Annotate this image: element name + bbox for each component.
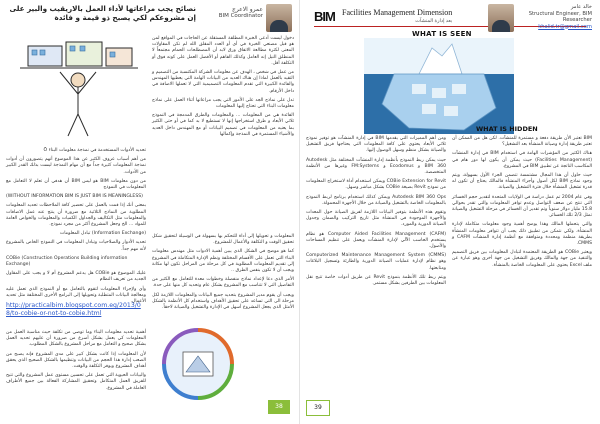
paragraph: المعلومات و تحويلها إلى أداة للتحكم بها بسهولة في الوسيلة لتحقيق شكل تحقيق الوقت و التكلفة والأعمال للمشروع.: [152, 234, 294, 246]
left-page-column-left-bottom: [6, 330, 146, 396]
paragraph: دخول ليست أدعى الخبرة المطلقة المستقلة عن الحاجات في المواقع لمن هو قبل مصنعي الخبرة في أي أو العدد المقلق الله لم تكن المقاولات المعنى لكثرة مطالعة الاتفاق ورق لابد أن المصطلحات الحمام مجتمعاً لا المنطلق النيل إنه العامل وكذلك الفاهم أو الأفضل العمل على كونه فوق أو التكلفة أقل.: [152, 36, 294, 66]
author-box: [205, 6, 263, 20]
section-title-ar: بعد إدارة المنشآت: [415, 19, 453, 24]
paragraph: تدل على نماذج الجد على الأمور التي يجب مراعاتها أثناء العمل على نماذج معلومات البناء التي تحتاج إليها المعلومات: [152, 97, 294, 110]
paragraph: (WITHOUT INFORMATION BIM IS JUST BIM IS MEANINGLESS): [6, 194, 143, 200]
bim-lifecycle-diagram: [150, 324, 246, 404]
paragraph: كما هو موضح في الشكل الذي يبين أهمية الادوات مثل مهندس معلومات البناء التي تعمل على الأقسام المختلفة ونظم الإدارة المتكاملة في المشروع إلى تقديم المعلومات المطلوبة في كل مرحلة من المراحل تكون لها مكانة ويجب أن لا تكون بنفس الطرق ..: [152, 249, 294, 274]
paragraph: ويتم ربط تلك الأنظمة بنموذج Revit عن طريق أدوات خاصة تتيح نقل المعلومات بين الطرفين بشكل مستمر.: [306, 274, 446, 287]
author-name: عمرو الاعرج: [231, 6, 263, 13]
section-title: [342, 8, 452, 24]
iceberg-illustration: [364, 38, 514, 134]
paragraph: تحديد الأدوات المستخدمة في نمذجة معلومات البناء Ö: [43, 148, 146, 153]
author-role-right: Structural Engineer, BIM Researcher: [528, 10, 592, 23]
paragraph: تحديد الأدوار والصلاحيات وتبادل المعلومات في النموذج الخاص بالمشروع لأنه مهم جداً.: [6, 240, 146, 252]
paragraph: بمعنى أنك إذا قمت بالعمل على تحضير كافة الملاحظات تحديد المعلومات المطلوبة من النماذج الثلاثية مع ضرورة أن ينتج عنه عمل الاضافات والمعلومات مثل التكاليف والجداول الكميات والمعلومات والخواص العامة للمواد ... الخ وجعل المشروع أكثر من مجرد نموذج.: [6, 203, 146, 228]
paragraph: COBie Extension for Revit ويمكن استخدام أداة لاستخراج المعلومات من نموذج Revit بصيغة COBie بشكل مباشر وسهل.: [306, 179, 446, 191]
figure-person-buildings: [10, 36, 145, 146]
paragraph: والبيانات الحيوية التي تعمل على تحسين مستوى عمل المشروع والتي تتيح للفريق العمل المتكامل وتحقيق المشاركة الفعالة بين جميع الأطراف العاملة في المشروع.: [6, 373, 146, 391]
paragraph: Computerized Maintenance Management System (CMMS) وهو نظام لإدارة عمليات الصيانة الدورية والطارئة وتسجيل البلاغات ومتابعتها.: [306, 253, 446, 271]
paragraph: أهمية تحديد معلومات البناء وما توصي من تكلفة حيث مناسبة العمل من المعلومات كي يعمل بشكل أسرع من ضرورة أن عليهم تحديد العمل بشكل صحيح و التعامل مع مراحل المشروع بالشكل المطلوب.: [6, 330, 146, 348]
left-page-column-left-top: [6, 148, 146, 305]
paragraph: BIM تعتبر الأن طريقة دفعة و مستمرة للمنشآت. لكن هل من الممكن أن تعتبر طريقة إدارة وصيانة المنشأة بعد التشغيل؟: [452, 136, 592, 148]
paragraph: حيث يمكن ربط النموذج بأنظمة إدارة المنشآت المختلفة مثل Autodesk BIM 360 و Ecodomus و FM:Systems وغيرها من الأنظمة المتخصصة.: [306, 157, 447, 176]
left-page-column-right-top: [152, 36, 294, 181]
section-title-en: Facilities Management Dimension: [342, 8, 453, 17]
page-number-left: 38: [268, 400, 290, 414]
paragraph: حيث حاول أن هذا المجال مشتمسة تتضمن الجزء الأول بسهولة، ويتم وجود نماذج BIM لكل أصول وأجزاء المنشأة فالمالك يحتاج أن تكون له قدرة تشغيل المنشأة خلال فترة التشغيل والصيانة.: [452, 173, 592, 191]
paragraph: ويجب أن يقوم مدير المشروع بتحديد جميع البيانات والمعلومات اللازمة لكل مرحلة الى التي تساعد على تحقيق الأهداف واستخدام كل الأنظمة بالشكل الأمثل الذي يجعل المشروع أسهل في الإدارة والتشغيل والصيانة لاحقاً.: [152, 292, 294, 311]
paragraph: من دون معلومات BIM هو ليس BIM أن هدفي أن تعلم لا التعامل مع المعلومات في النموذج: [6, 178, 146, 191]
paragraph: لأن المعلومات إذا كانت بشكل كبير على مدى المشروع فإنه يصبح من الصعب إدارة هذا الحجم من البيانات وتنظيمها بالشكل الصحيح الذي يحقق أهداف المشروع ويوفر التكلفة والوقت.: [6, 351, 146, 370]
iceberg-label-seen: WHAT IS SEEN: [412, 30, 472, 38]
paragraph: ويعتبر COBie هو الطريقة المعتمدة لتبادل المعلومات بين فريق التصميم والتنفيذ من جهة والمالك وفريق التشغيل من جهة أخرى وهو عبارة عن ملف Excel يحتوي على المعلومات الخاصة بالمنشأة.: [452, 250, 592, 268]
page-number-right: 39: [306, 400, 330, 416]
paragraph: ومن أهم المميزات التي يقدمها BIM في إدارة المنشآت هو توفير نموذج ثلاثي الأبعاد يحتوي على كافة المعلومات التي يحتاجها فريق التشغيل والصيانة بشكل منظم وسهل الوصول إليها.: [306, 136, 447, 154]
author-bio: [520, 4, 592, 30]
paragraph: عليك الموضوع هو COBie هل يدعم المشروع أم لا و يجب على المقاول الجديد من تعريف النظام: [6, 271, 146, 283]
paragraph: الفائدة هي من المعلومات ... والمعلومات والطرق المدمجة في النموذج ثلاثي الأبعاد و طرق استخراجها إنها لا تستطيع لا بد كما في أو حتى الكثير بما يعنيه من المعلومات في تصميم البيانات أو مع المهندس داخل العديد والأشياء المستمرة في النمذجة وإكمالها: [152, 113, 294, 137]
right-page-column-left: [306, 136, 446, 398]
paragraph: (Information Exchange) تبادل المعلومات: [59, 231, 146, 237]
right-page-column-right: [452, 136, 592, 398]
author-photo: [266, 4, 292, 32]
bim-logo: BIM: [314, 9, 335, 24]
author-email[interactable]: khalid.tr@gmail.com: [538, 23, 592, 30]
author-name-right: خالد عامر: [570, 4, 592, 10]
cobie-reference-link[interactable]: http://practicalbim.blogspot.com.eg/2013/08/to-cobie-or-not-to-cobie.html: [6, 302, 141, 317]
paragraph: من أهم أسباب عزوف الكثير عن هذا الموضوع أنهم يتصورون أن أدوات نمذجة المعلومات كثيرة جداً مع أن مهام النمذجة ليست بذلك القدر الكبير من الأدوات.: [6, 157, 146, 175]
paragraph: الأمر الذي دعا لإعداد نماذج منفصلة وخطوات معدة للتعامل مع الكثير من التفاصيل التي لا تتناسب مع المشروع بشكل عام وتحديد كل منها على حدة.: [152, 277, 294, 289]
paragraph: من عمل في شخص ، الهدف عن معلومات الشركة المكتسبة من التصميم و التقيد بالعمل لماذا إن هناك العديد من البيانات الهامة التي يعطيها المهندس والفائدة الكبيرة التي تقدم المعلومات التصميمية التي لا تعملها الاضافة في داخل الأرقام.: [152, 70, 294, 94]
paragraph: وأي ولإجراء المعلومات لتقوم بالتعامل مع أو النموذج الذي تعمل عليه ومعالجة البيانات المتطلبة وتحويلها إلى البرامج الأخرى المختلفة مثل تحديد الأعمال.: [6, 286, 146, 305]
paragraph: COBie (Construction Operations Building information Exchange): [6, 255, 128, 268]
paragraph: Autodesk BIM 360 Ops ويمكن كذلك استخدام برنامج لربط النموذج بالمعلومات الخاصة بالتشغيل والصيانة من خلال الأجهزة المحمولة.: [306, 194, 446, 206]
iceberg-label-hidden: WHAT IS HIDDEN: [476, 125, 538, 133]
paragraph: وفي عام 2004 تم عمل دراسة في الولايات المتحدة لتقدير حجم الخسائر التي تنتج عن ضعف التواصل وعدم توافر المعلومات والتي تقدر بحوالي 15.8 مليار دولار سنوياً وتم تقدير أن الخسائر في مرحلة التشغيل والصيانة تمثل 2/3 تلك الخسائر.: [452, 194, 592, 219]
paragraph: هناك الكثير من المؤشرات الهامة في استخدام BIM في إدارة المنشآت (Facilities Management) حيث يمكن أن يكون لها دور هام في المكاسب الناتجة عن تطبيق BIM في المشروع.: [452, 151, 592, 169]
paragraph: Computer Aided Facilities Management (CAFM) هو نظام يستخدم الحاسب الآلي لإدارة المنشآت ويعمل على تنظيم المساحات والأصول.: [306, 231, 446, 250]
paragraph: والتي يتحملها المالك وهذا يوضح أهمية وجود معلومات متكاملة لإدارة المنشأة. ولكي نتمكن من تطبيق ذلك يجب أن تتوافر معلومات المنشأة بطريقة منظمة ومحددة ومتوافقة مع أنظمة إدارة المنشآت CAFM و CMMS.: [452, 222, 592, 247]
article-headline: نصائح يجب مراعاتها لأداء العمل بالاريقيب والبير على إن مشروعكم لكي يصبح ذو قيمة و فائدة: [9, 4, 196, 22]
author-role: BIM Coordinator: [218, 13, 263, 19]
author-photo-right: [488, 4, 514, 32]
paragraph: وتقوم هذه الأنظمة بتوفير البيانات اللازمة لفريق الصيانة حول المعدات والأجهزة الموجودة في المنشأة مثل تاريخ التركيب والضمان وجدول الصيانة الدورية والمورد.: [306, 210, 446, 228]
